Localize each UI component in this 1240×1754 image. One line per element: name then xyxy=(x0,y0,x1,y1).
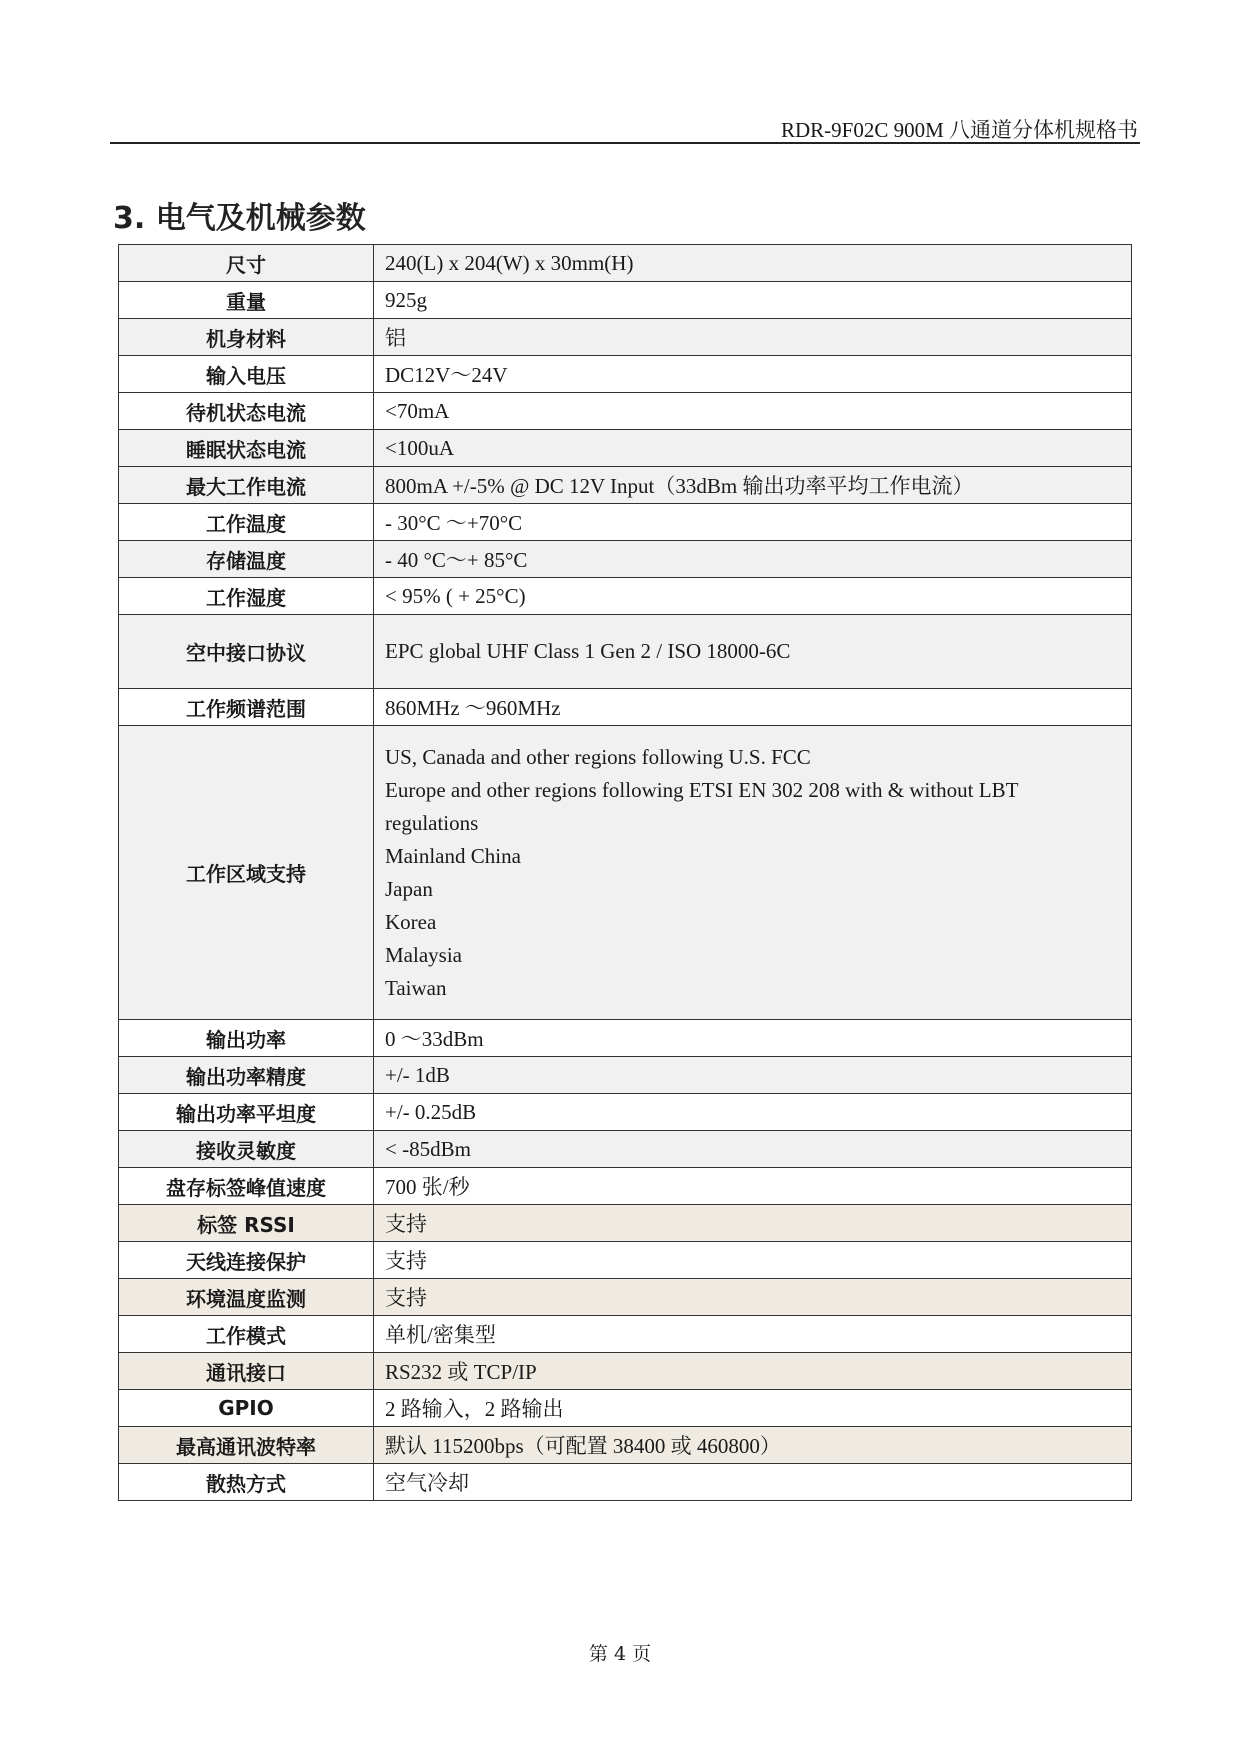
table-row xyxy=(119,1316,1132,1353)
section-title: 3. 电气及机械参数 xyxy=(113,201,366,236)
table-row xyxy=(119,1205,1132,1242)
spec-value: 支持 xyxy=(374,1205,1132,1242)
table-row xyxy=(119,504,1132,541)
spec-label: 工作湿度 xyxy=(119,578,374,615)
spec-label: 工作频谱范围 xyxy=(119,689,374,726)
region-line: Korea xyxy=(385,909,437,934)
table-row xyxy=(119,689,1132,726)
table-row xyxy=(119,1464,1132,1501)
spec-value: 支持 xyxy=(374,1242,1132,1279)
spec-label: 机身材料 xyxy=(119,319,374,356)
spec-label: 工作温度 xyxy=(119,504,374,541)
spec-label: 输出功率 xyxy=(119,1020,374,1057)
document-title: RDR-9F02C 900M 八通道分体机规格书 xyxy=(780,118,1138,142)
spec-label: 工作模式 xyxy=(119,1316,374,1353)
spec-value: 800mA +/-5% @ DC 12V Input（33dBm 输出功率平均工作电流） xyxy=(374,467,1132,504)
spec-value: 默认 115200bps（可配置 38400 或 460800） xyxy=(374,1427,1132,1464)
region-line: Malaysia xyxy=(385,942,462,967)
spec-label: 最高通讯波特率 xyxy=(119,1427,374,1464)
spec-label: 工作区域支持 xyxy=(119,726,374,1020)
spec-label: 睡眠状态电流 xyxy=(119,430,374,467)
region-line: Europe and other regions following ETSI EN 302 208 with & without LBT xyxy=(385,777,1019,802)
spec-label: 输出功率精度 xyxy=(119,1057,374,1094)
table-row xyxy=(119,726,1132,1020)
spec-value: EPC global UHF Class 1 Gen 2 / ISO 18000-6C xyxy=(374,615,1132,689)
region-line: regulations xyxy=(385,810,479,835)
spec-value: RS232 或 TCP/IP xyxy=(374,1353,1132,1390)
region-line: Japan xyxy=(385,876,433,901)
table-row xyxy=(119,1020,1132,1057)
table-row xyxy=(119,1242,1132,1279)
spec-label: 输出功率平坦度 xyxy=(119,1094,374,1131)
spec-label: 待机状态电流 xyxy=(119,393,374,430)
spec-label: 通讯接口 xyxy=(119,1353,374,1390)
spec-value: <70mA xyxy=(374,393,1132,430)
table-row xyxy=(119,467,1132,504)
table-row xyxy=(119,430,1132,467)
table-row xyxy=(119,245,1132,282)
table-row xyxy=(119,356,1132,393)
spec-value: 单机/密集型 xyxy=(374,1316,1132,1353)
spec-value: 2 路输入，2 路输出 xyxy=(374,1390,1132,1427)
table-row xyxy=(119,1353,1132,1390)
region-line: Taiwan xyxy=(385,975,447,1000)
spec-value: < 95% ( + 25°C) xyxy=(374,578,1132,615)
spec-value: DC12V～24V xyxy=(374,356,1132,393)
table-row xyxy=(119,319,1132,356)
table-row xyxy=(119,578,1132,615)
table-row xyxy=(119,1279,1132,1316)
table-row xyxy=(119,541,1132,578)
table-row xyxy=(119,282,1132,319)
spec-label: 标签 RSSI xyxy=(119,1205,374,1242)
spec-value: <100uA xyxy=(374,430,1132,467)
spec-value: < -85dBm xyxy=(374,1131,1132,1168)
spec-label: 盘存标签峰值速度 xyxy=(119,1168,374,1205)
table-row xyxy=(119,1390,1132,1427)
table-row xyxy=(119,1057,1132,1094)
spec-label: GPIO xyxy=(119,1390,374,1427)
page-header xyxy=(110,112,1140,144)
spec-value: 240(L) x 204(W) x 30mm(H) xyxy=(374,245,1132,282)
spec-value: - 40 °C～+ 85°C xyxy=(374,541,1132,578)
spec-value: - 30°C ～+70°C xyxy=(374,504,1132,541)
region-line: Mainland China xyxy=(385,843,521,868)
page-number: 第 4 页 xyxy=(588,1643,652,1665)
spec-value: 925g xyxy=(374,282,1132,319)
table-row xyxy=(119,393,1132,430)
spec-value: 860MHz ～960MHz xyxy=(374,689,1132,726)
spec-label: 存储温度 xyxy=(119,541,374,578)
spec-label: 环境温度监测 xyxy=(119,1279,374,1316)
region-line: US, Canada and other regions following U.S. FCC xyxy=(385,744,811,769)
spec-label: 重量 xyxy=(119,282,374,319)
spec-table xyxy=(118,244,1132,1501)
table-row xyxy=(119,1131,1132,1168)
spec-value: +/- 0.25dB xyxy=(374,1094,1132,1131)
spec-label: 输入电压 xyxy=(119,356,374,393)
spec-value: 0 ～33dBm xyxy=(374,1020,1132,1057)
spec-value: 支持 xyxy=(374,1279,1132,1316)
table-row xyxy=(119,615,1132,689)
spec-label: 天线连接保护 xyxy=(119,1242,374,1279)
spec-label: 散热方式 xyxy=(119,1464,374,1501)
spec-label: 空中接口协议 xyxy=(119,615,374,689)
spec-value: 700 张/秒 xyxy=(374,1168,1132,1205)
spec-value: 空气冷却 xyxy=(374,1464,1132,1501)
spec-label: 最大工作电流 xyxy=(119,467,374,504)
spec-label: 尺寸 xyxy=(119,245,374,282)
table-row xyxy=(119,1094,1132,1131)
spec-label: 接收灵敏度 xyxy=(119,1131,374,1168)
spec-value: +/- 1dB xyxy=(374,1057,1132,1094)
region-list xyxy=(374,726,1132,1020)
spec-value: 铝 xyxy=(374,319,1132,356)
table-row xyxy=(119,1427,1132,1464)
table-row xyxy=(119,1168,1132,1205)
